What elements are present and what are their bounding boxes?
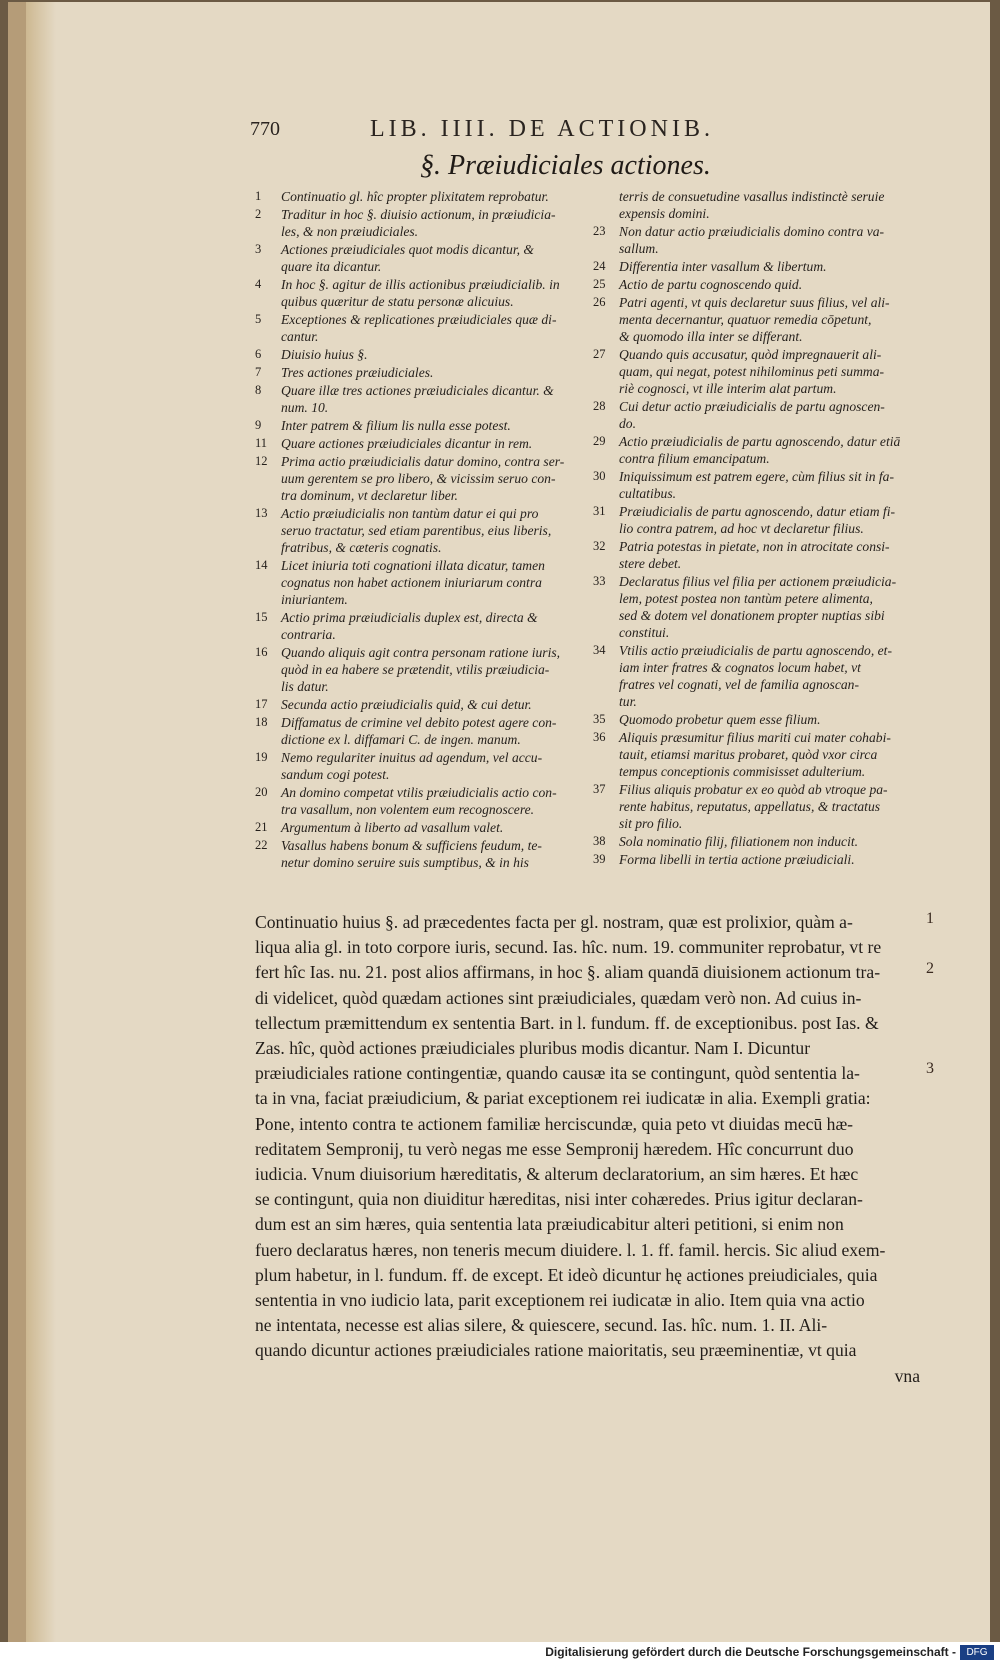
summary-entry (255, 644, 575, 695)
summary-entry-number (593, 188, 619, 222)
page-header (250, 118, 910, 148)
summary-entry-number: 19 (255, 750, 268, 764)
summary-entry-number: 37 (593, 782, 606, 796)
summary-entry (593, 851, 913, 868)
summary-entry-text: Licet iniuria toti cognationi illata dicatur, tamen cognatus non habet actionem iniuriarum contra iniuriantem. (281, 558, 545, 607)
summary-entry-number: 20 (255, 785, 268, 799)
summary-entry (593, 781, 913, 832)
body-line: reditatem Sempronij, tu verò negas me esse Sempronij hæredem. Hîc concurrunt duo (255, 1138, 854, 1159)
summary-entry (255, 188, 575, 205)
summary-entry-text: In hoc §. agitur de illis actionibus præiudicialib. in quibus quæritur de statu personæ alicuius. (281, 277, 560, 309)
summary-entry-number: 17 (255, 697, 268, 711)
summary-entry-number: 32 (593, 539, 606, 553)
summary-entry (255, 417, 575, 434)
summary-entry-text: An domino competat vtilis præiudicialis actio con- tra vasallum, non volentem eum recognoscere. (281, 785, 557, 817)
summary-entry-number: 1 (255, 189, 262, 203)
body-line: ne intentata, necesse est alias silere, & quiescere, secund. Ias. hîc. num. 1. II. Ali- (255, 1315, 828, 1336)
summary-entry-text: Tres actiones præiudiciales. (281, 365, 434, 380)
summary-entry-text: Actio prima præiudicialis duplex est, directa & contraria. (281, 610, 538, 642)
summary-entry-text: Vtilis actio præiudicialis de partu agnoscendo, et- iam inter fratres & cognatos locum habet, vt fratres vel cognati, vel de familia agnoscan- tur. (619, 643, 892, 709)
summary-entry-text: Diffamatus de crimine vel debito potest agere con- dictione ex l. diffamari C. de ingen. manum. (281, 715, 557, 747)
body-line: Pone, intento contra te actionem familiæ herciscundæ, quia peto vt diuidas mecū hæ- (255, 1113, 854, 1134)
summary-entry (255, 206, 575, 240)
summary-entry-number: 29 (593, 434, 606, 448)
body-line: fuero declaratus hæres, non teneris mecum diuidere. l. 1. ff. famil. hercis. Sic aliud exem- (255, 1239, 886, 1260)
body-line: vna (894, 1365, 920, 1386)
summary-entry-number: 7 (255, 365, 262, 379)
summary-entry (593, 468, 913, 502)
summary-index (255, 188, 920, 908)
summary-entry-number: 36 (593, 730, 606, 744)
summary-entry-number: 30 (593, 469, 606, 483)
summary-entry (593, 833, 913, 850)
margin-number: 1 (926, 910, 934, 927)
summary-entry-text: Traditur in hoc §. diuisio actionum, in præiudicia- les, & non præiudiciales. (281, 207, 556, 239)
summary-entry-number: 39 (593, 852, 606, 866)
summary-entry-text: Declaratus filius vel filia per actionem præiudicia- lem, potest postea non tantùm petere alimenta, sed & dotem vel donationem propter nuptias sibi constitui. (619, 574, 897, 640)
summary-entry-text: Quare illæ tres actiones præiudiciales dicantur. & num. 10. (281, 383, 554, 415)
summary-entry (255, 749, 575, 783)
summary-entry (255, 346, 575, 363)
summary-entry-number: 35 (593, 712, 606, 726)
summary-entry (255, 453, 575, 504)
summary-entry-text: Actiones præiudiciales quot modis dicantur, & quare ita dicantur. (281, 242, 534, 274)
summary-entry-number: 13 (255, 506, 268, 520)
body-line: iudicia. Vnum diuisorium hæreditatis, & alterum declaratorium, an sim hæres. Et hæc (255, 1164, 859, 1185)
summary-entry (593, 276, 913, 293)
summary-entry (255, 837, 575, 871)
summary-entry-number: 12 (255, 454, 268, 468)
footer-credit: Digitalisierung gefördert durch die Deutsche Forschungsgemeinschaft - (545, 1645, 956, 1659)
summary-entry-text: Aliquis præsumitur filius mariti cui mater cohabi- tauit, etiamsi maritus probaret, quòd vxor circa tempus conceptionis commisisset adulterium. (619, 730, 891, 779)
running-head: LIB. IIII. DE ACTIONIB. (370, 116, 714, 142)
body-line: Continuatio huius §. ad præcedentes facta per gl. nostram, quæ est prolixior, quàm a- (255, 912, 853, 932)
summary-entry-number: 24 (593, 259, 606, 273)
summary-entry (255, 557, 575, 608)
summary-entry-number: 25 (593, 277, 606, 291)
summary-entry-text: Secunda actio præiudicialis quid, & cui detur. (281, 697, 532, 712)
summary-entry-text: Continuatio gl. hîc propter plixitatem reprobatur. (281, 189, 549, 204)
summary-entry-number: 9 (255, 418, 262, 432)
summary-entry-text: Nemo regulariter inuitus ad agendum, vel accu- sandum cogi potest. (281, 750, 543, 782)
summary-entry-number: 11 (255, 436, 268, 450)
summary-entry (593, 188, 913, 222)
summary-entry-number: 34 (593, 643, 606, 657)
summary-entry-number: 5 (255, 312, 262, 326)
summary-entry (593, 433, 913, 467)
summary-entry (593, 346, 913, 397)
summary-column-right (593, 188, 913, 869)
footer-bar (0, 1642, 1000, 1664)
summary-entry (255, 276, 575, 310)
summary-entry-number: 3 (255, 242, 262, 256)
body-line: plum habetur, in l. fundum. ff. de except. Et ideò dicuntur hę actiones preiudiciales, quia (255, 1264, 878, 1285)
summary-entry (593, 398, 913, 432)
body-line: sententia in vno iudicio lata, parit exceptionem rei iudicatæ in alio. Item quia vna actio (255, 1290, 865, 1311)
summary-entry-number: 15 (255, 610, 268, 624)
summary-entry (255, 714, 575, 748)
dfg-logo: DFG (960, 1645, 994, 1660)
summary-entry-text: terris de consuetudine vasallus indistinctè seruie expensis domini. (619, 189, 885, 221)
section-title: §. Præiudiciales actiones. (420, 150, 711, 181)
summary-entry-number: 2 (255, 207, 262, 221)
summary-entry-text: Inter patrem & filium lis nulla esse potest. (281, 418, 511, 433)
summary-entry (593, 573, 913, 641)
summary-entry-text: Patria potestas in pietate, non in atrocitate consi- stere debet. (619, 539, 890, 571)
summary-entry (593, 294, 913, 345)
summary-entry-number: 28 (593, 399, 606, 413)
summary-entry-text: Diuisio huius §. (281, 347, 368, 362)
summary-entry (593, 258, 913, 275)
summary-entry-text: Sola nominatio filij, filiationem non inducit. (619, 834, 859, 849)
summary-entry-number: 16 (255, 645, 268, 659)
body-line: tellectum præmittendum ex sententia Bart. in l. fundum. ff. de exceptionibus. post Ias. & (255, 1012, 879, 1033)
summary-entry-number: 33 (593, 574, 606, 588)
summary-entry-text: Actio præiudicialis de partu agnoscendo, datur etiā contra filium emancipatum. (619, 434, 901, 466)
body-text (255, 910, 920, 1389)
summary-entry (255, 311, 575, 345)
summary-entry-text: Exceptiones & replicationes præiudiciales quæ di- cantur. (281, 312, 557, 344)
summary-entry-text: Prima actio præiudicialis datur domino, contra ser- uum gerentem se pro libero, & vicissim seruo con- tra dominum, vt declaretur liber. (281, 454, 565, 503)
summary-entry-text: Vasallus habens bonum & sufficiens feudum, te- netur domino seruire suis sumptibus, & in his (281, 838, 542, 870)
page-number: 770 (250, 118, 280, 140)
body-line: se contingunt, quia non diuiditur hæreditas, nisi inter cohæredes. Prius igitur declaran- (255, 1189, 863, 1210)
summary-entry (255, 819, 575, 836)
summary-entry-text: Patri agenti, vt quis declaretur suus filius, vel ali- menta decernantur, quatuor remedia cōpetunt, & quomodo illa inter se differant. (619, 295, 890, 344)
summary-entry (255, 784, 575, 818)
summary-entry-text: Argumentum à liberto ad vasallum valet. (281, 820, 504, 835)
summary-entry-text: Non datur actio præiudicialis domino contra va- sallum. (619, 224, 885, 256)
summary-entry-number: 26 (593, 295, 606, 309)
summary-entry (593, 642, 913, 710)
summary-column-left (255, 188, 575, 872)
summary-entry (593, 729, 913, 780)
summary-entry (255, 364, 575, 381)
summary-entry-number: 8 (255, 383, 262, 397)
summary-entry-number: 31 (593, 504, 606, 518)
page-edge (26, 2, 56, 1642)
summary-entry (255, 435, 575, 452)
summary-entry (255, 609, 575, 643)
summary-entry (255, 382, 575, 416)
summary-entry-text: Actio præiudicialis non tantùm datur ei qui pro seruo tractatur, sed etiam parentibus, eius liberis, fratribus, & cæteris cognatis. (281, 506, 552, 555)
summary-entry-text: Filius aliquis probatur ex eo quòd ab vtroque pa- rente habitus, reputatus, appellatus, & tractatus sit pro filio. (619, 782, 888, 831)
summary-entry-number: 23 (593, 224, 606, 238)
summary-entry (255, 241, 575, 275)
summary-entry-text: Quando aliquis agit contra personam ratione iuris, quòd in ea habere se prætendit, vtilis præiudicia- lis datur. (281, 645, 561, 694)
body-line: liqua alia gl. in toto corpore iuris, secund. Ias. hîc. num. 19. communiter reprobatur, vt re (255, 937, 882, 958)
margin-number: 3 (926, 1060, 934, 1077)
summary-entry-text: Præiudicialis de partu agnoscendo, datur etiam fi- lio contra patrem, ad hoc vt declaretur filius. (619, 504, 896, 536)
summary-entry-number: 38 (593, 834, 606, 848)
body-line: fert hîc Ias. nu. 21. post alios affirmans, in hoc §. aliam quandā diuisionem actionum tra- (255, 962, 881, 983)
summary-entry (593, 711, 913, 728)
summary-entry-number: 21 (255, 820, 268, 834)
summary-entry-number: 6 (255, 347, 262, 361)
summary-entry-text: Iniquissimum est patrem egere, cùm filius sit in fa- cultatibus. (619, 469, 894, 501)
body-line: præiudiciales ratione contingentiæ, quando causæ ita se contingunt, quòd sententia la- (255, 1063, 860, 1084)
summary-entry-number: 4 (255, 277, 262, 291)
summary-entry-text: Cui detur actio præiudicialis de partu agnoscen- do. (619, 399, 885, 431)
summary-entry-number: 18 (255, 715, 268, 729)
summary-entry (593, 503, 913, 537)
summary-entry (255, 505, 575, 556)
summary-entry-text: Quando quis accusatur, quòd impregnauerit ali- quam, qui negat, potest nihilominus peti summa- riè cognosci, vt ille interim alat partum. (619, 347, 885, 396)
summary-entry (593, 223, 913, 257)
summary-entry (255, 696, 575, 713)
body-line: Zas. hîc, quòd actiones præiudiciales pluribus modis dicantur. Nam I. Dicuntur (255, 1038, 811, 1059)
summary-entry-text: Quomodo probetur quem esse filium. (619, 712, 821, 727)
summary-entry-text: Forma libelli in tertia actione præiudiciali. (619, 852, 855, 867)
summary-entry-text: Actio de partu cognoscendo quid. (619, 277, 803, 292)
margin-number: 2 (926, 960, 934, 977)
body-line: quando dicuntur actiones præiudiciales ratione maioritatis, seu præeminentiæ, vt quia (255, 1340, 857, 1361)
summary-entry-text: Differentia inter vasallum & libertum. (619, 259, 827, 274)
summary-entry-number: 27 (593, 347, 606, 361)
body-line: dum est an sim hæres, quia sententia lata præiudicabitur alteri petitioni, si enim non (255, 1214, 844, 1235)
summary-entry-text: Quare actiones præiudiciales dicantur in rem. (281, 436, 533, 451)
body-line: ta in vna, faciat præiudicium, & pariat exceptionem rei iudicatæ in alia. Exempli gratia: (255, 1088, 871, 1109)
summary-entry-number: 14 (255, 558, 268, 572)
summary-entry-number: 22 (255, 838, 268, 852)
summary-entry (593, 538, 913, 572)
body-line: di videlicet, quòd quædam actiones sint præiudiciales, quædam verò non. Ad cuius in- (255, 987, 862, 1008)
